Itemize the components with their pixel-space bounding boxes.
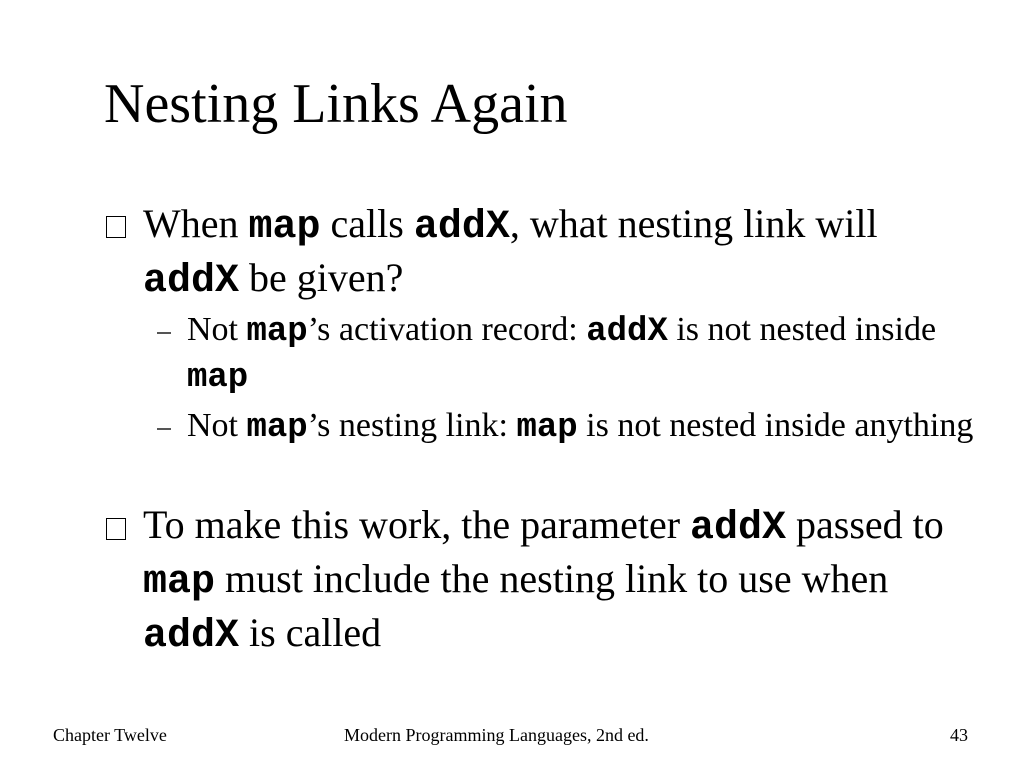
code-map: map — [246, 409, 308, 447]
sub-bullet-text: Not map’s nesting link: map is not nested inside anything — [187, 407, 974, 447]
footer-book-title: Modern Programming Languages, 2nd ed. — [344, 725, 649, 745]
code-map: map — [246, 313, 308, 351]
code-map: map — [143, 560, 216, 605]
code-addX: addX — [413, 205, 510, 250]
dash-bullet-icon — [157, 428, 171, 430]
code-map: map — [248, 205, 321, 250]
footer-page-number: 43 — [950, 725, 968, 745]
square-bullet-icon — [106, 216, 126, 238]
code-addX: addX — [143, 614, 240, 659]
dash-bullet-icon — [157, 332, 171, 334]
code-addX: addX — [143, 259, 240, 304]
slide-title: Nesting Links Again — [104, 73, 568, 135]
square-bullet-icon — [106, 518, 126, 540]
bullet-text: To make this work, the parameter addX passed to map must include the nesting link to use when addX is called — [143, 502, 944, 659]
bullet-text: When map calls addX, what nesting link will addX be given? — [143, 201, 878, 304]
code-addX: addX — [690, 506, 787, 551]
sub-bullet-text: Not map’s activation record: addX is not nested inside map — [187, 311, 937, 397]
code-addX: addX — [586, 313, 668, 351]
code-map: map — [187, 359, 249, 397]
code-map: map — [516, 409, 578, 447]
footer-chapter: Chapter Twelve — [53, 725, 167, 745]
